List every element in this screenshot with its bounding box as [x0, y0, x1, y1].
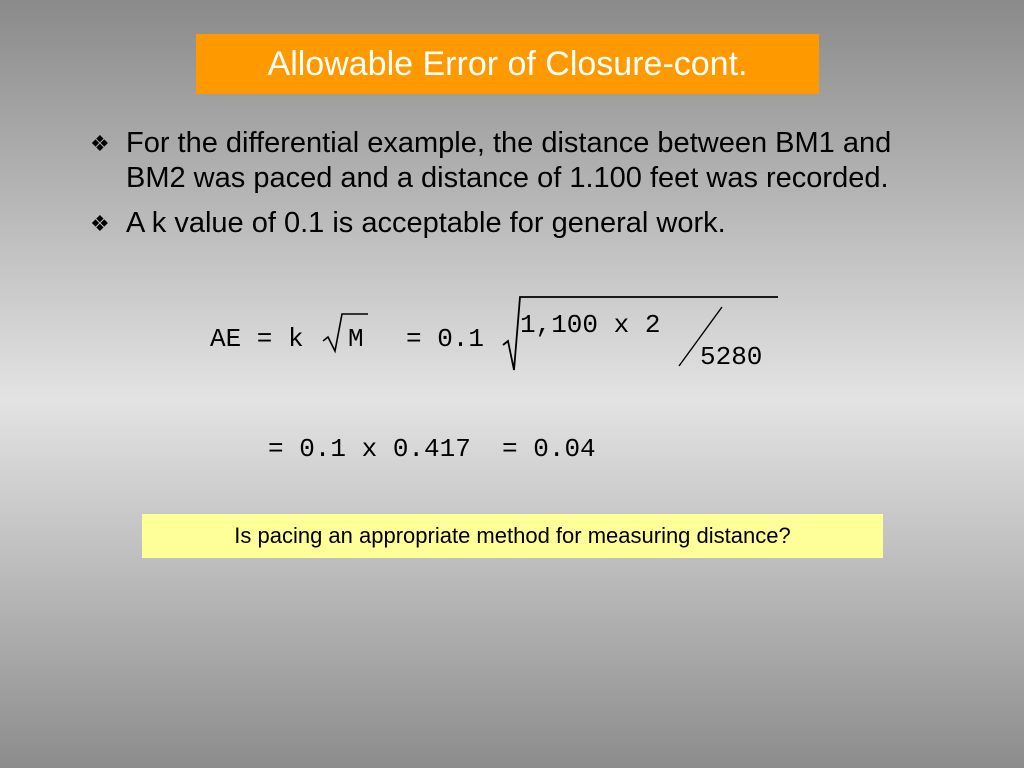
- large-radical-sign: [503, 297, 778, 370]
- diamond-bullet-icon: ❖: [90, 131, 110, 156]
- equation-result-line: = 0.1 x 0.417 = 0.04: [268, 434, 596, 464]
- equation-radicand-m: M: [348, 324, 364, 354]
- diamond-bullet-icon: ❖: [90, 211, 110, 236]
- small-radical-sign: [323, 314, 368, 351]
- equation-lhs: AE = k: [210, 324, 304, 354]
- equation-denominator: 5280: [700, 342, 763, 372]
- question-note: [142, 514, 883, 558]
- bullet-text: For the differential example, the distance between BM1 and BM2 was paced and a distance of 1.100 feet was recorded.: [126, 127, 892, 194]
- fraction-slash: [679, 307, 722, 366]
- equation-equals-coeff: = 0.1: [406, 324, 485, 354]
- question-note-text: Is pacing an appropriate method for measuring distance?: [234, 523, 791, 548]
- slide-title-text: Allowable Error of Closure-cont.: [267, 44, 748, 83]
- equation-numerator: 1,100 x 2: [520, 310, 661, 340]
- bullet-text: A k value of 0.1 is acceptable for general work.: [126, 207, 726, 239]
